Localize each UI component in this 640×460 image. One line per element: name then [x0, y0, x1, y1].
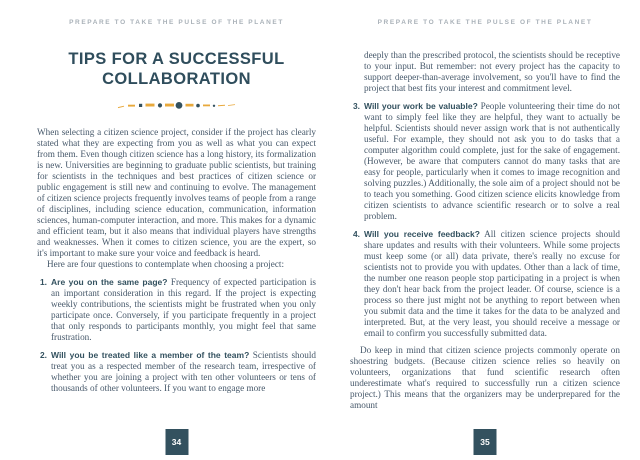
divider-ornament: [37, 97, 316, 115]
list-intro: Here are four questions to contemplate when choosing a project:: [47, 259, 285, 269]
question-list-left: [37, 277, 316, 394]
question-body: [364, 101, 620, 222]
chapter-title: [37, 49, 316, 89]
question-text: People volunteering their time do not want to simply feel like they are helpful, they want to actually be helpful. Scientists should never assign work that is not authentically useful. For example, they should not ask you to do tasks that a computer algorithm could complete, just for the sake of engagement. (However, be aware that computers cannot do many tasks that are easy for people, particularly when it comes to image recognition and solving puzzles.) Additionally, the sole aim of a project should not be to teach you something. Good citizen science elicits knowledge from citizen scientists to advance scientific research or to solve a real problem.: [364, 101, 620, 221]
question-text: Scientists should treat you as a respected member of the research team, irrespective of whether you are joining a project with ten other volunteers or tens of thousands of other volunteers. If you want to engage more: [51, 350, 316, 393]
left-page-body: [37, 127, 316, 394]
question-number: 4.: [353, 229, 360, 239]
question-list-right: [350, 101, 620, 339]
question-lead: Will you be treated like a member of the team?: [51, 350, 250, 360]
left-page: [37, 0, 316, 460]
continuation-paragraph: deeply than the prescribed protocol, the scientists should be receptive to your input. But remember: not every project has the capacity to support deeper-than-average involvement, so you'll have to find the project that best fits your interest and commitment level.: [364, 50, 620, 93]
question-text: All citizen science projects should share updates and results with their volunteers. While some projects must keep some (or all) data private, there's really no excuse for scientists not to provide you with updates. Other than a lack of time, the number one reason people stop participating in a project is when they don't hear back from the project leader. Of course, science is a process so there just might not be anything to report between when you submit data and the time it takes for the data to be analyzed and interpreted. But, at the very least, you should receive a message or email to confirm you successfully submitted data.: [364, 229, 620, 338]
question-item-2: [40, 350, 316, 394]
page-number-right: 35: [474, 429, 497, 455]
chapter-title-line1: TIPS FOR A SUCCESSFUL: [68, 50, 285, 68]
question-body: [51, 350, 316, 394]
closing-paragraph: Do keep in mind that citizen science projects commonly operate on shoestring budgets. (Because citizen science relies so heavily on volunteers, organizations that fund scientific research often underestimate what's required to successfully run a citizen science project.) This means that the organizers may be underprepared for the amount: [350, 345, 620, 410]
question-number: 3.: [353, 101, 360, 111]
page-number-left: 34: [165, 429, 188, 455]
question-body: [51, 277, 316, 343]
opening-paragraph: When selecting a citizen science project, consider if the project has clearly stated what they are expecting from you as well as what you can expect from them. Even though citizen science has a long history, its formalization is new. Universities are beginning to graduate public scientists, but training for scientists in the techniques and best practices of citizen science or public engagement is still new and continuing to evolve. The management of citizen science projects frequently involves teams of people from a range of disciplines, including science education, communication, information sciences, human-computer interaction, and more. This makes for a dynamic and efficient team, but it also means that individual players have strengths and weaknesses. When it comes to citizen science, you are the expert, so it's important to make sure your voice and feedback is heard.: [37, 127, 316, 258]
question-lead: Are you on the same page?: [51, 277, 168, 287]
right-page: [350, 0, 620, 460]
running-header-right: PREPARE TO TAKE THE PULSE OF THE PLANET: [377, 19, 593, 26]
question-item-3: [353, 101, 620, 222]
question-body: [364, 229, 620, 339]
question-lead: Will you receive feedback?: [364, 229, 480, 239]
question-item-4: [353, 229, 620, 339]
right-page-body: [350, 50, 620, 411]
chapter-title-line2: COLLABORATION: [102, 70, 251, 88]
question-item-1: [40, 277, 316, 343]
question-number: 1.: [40, 277, 47, 287]
question-lead: Will your work be valuable?: [364, 101, 478, 111]
running-header-left: PREPARE TO TAKE THE PULSE OF THE PLANET: [69, 19, 284, 26]
question-text: Frequency of expected participation is an important consideration in this regard. If the project is expecting weekly contributions, the scientists might be frustrated when you only participate once. Conversely, if you participate frequently in a project that only responds to participants monthly, you might feel that same frustration.: [51, 277, 317, 342]
question-number: 2.: [40, 350, 47, 360]
